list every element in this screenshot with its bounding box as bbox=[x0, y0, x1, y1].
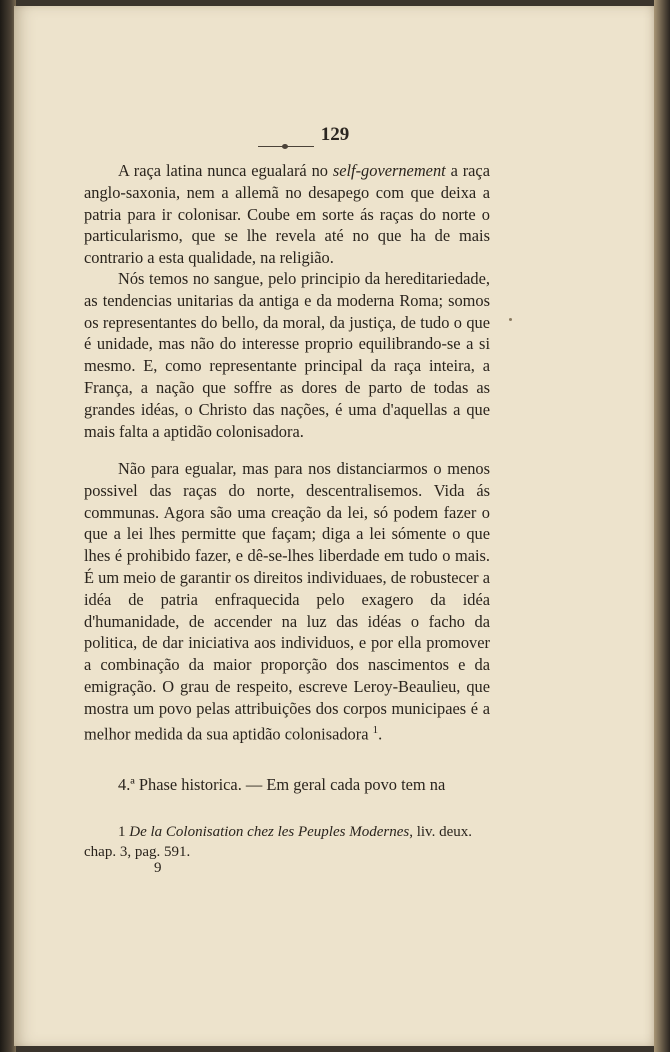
paragraph-1-text-b: a raça anglo-saxonia, nem a allemã no desapego com que deixa a patria para ir colonisar. Coube em sorte ás raças do norte o particularismo, que se lhe revela até no que ha de mais contrario a esta qualidade, na religião. bbox=[84, 161, 490, 268]
paragraph-4-text: 4.ª Phase historica. — Em geral cada povo tem na bbox=[118, 775, 446, 794]
paragraph-2 bbox=[84, 268, 490, 442]
paragraph-3-text: Não para egualar, mas para nos distanciarmos o menos possivel das raças do norte, descentralisemos. Vida ás communas. Agora são uma creação da lei, só podem fazer o que a lei lhes permitte que façam; diga a lei sómente o que lhes é prohibido fazer, e dê-se-lhes liberdade em tudo o mais. É um meio de garantir os direitos individuaes, de robustecer a idéa de patria enfraquecida pelo exagero da idéa d'humanidade, de accender na luz das idéas o facho da politica, de dar iniciativa aos individuos, e por ella promover a combinação da maior proporção dos nascimentos e da emigração. O grau de respeito, escreve Leroy-Beaulieu, que mostra um povo pelas attribuições dos corpos municipaes é a melhor medida da sua aptidão colonisadora bbox=[84, 459, 490, 744]
footnote-mark: 1 bbox=[118, 824, 126, 840]
paragraph-4 bbox=[84, 774, 490, 796]
paragraph-1-text-a: A raça latina nunca egualará no bbox=[118, 161, 333, 180]
paragraph-2-text: Nós temos no sangue, pelo principio da hereditariedade, as tendencias unitarias da antiga e da moderna Roma; somos os representantes do bello, da moral, da justiça, de tudo o que é unidade, mas não do interesse proprio equilibrando-se a si mesmo. E, como representante principal da raça inteira, a França, a nação que soffre as dores de parto de todas as grandes idéas, o Christo das nações, é uma d'aquellas a que mais falta a aptidão colonisadora. bbox=[84, 269, 490, 441]
footnote-reference[interactable]: 1 bbox=[372, 723, 379, 736]
footnote-title: De la Colonisation chez les Peuples Modernes bbox=[129, 824, 410, 840]
paragraph-3-end: . bbox=[378, 724, 383, 744]
header-rule bbox=[258, 146, 314, 147]
paragraph-1-italic: self-governement bbox=[332, 161, 446, 180]
page-number: 129 bbox=[320, 124, 350, 145]
paragraph-3 bbox=[84, 458, 490, 745]
footnote bbox=[84, 822, 494, 862]
printer-signature: 9 bbox=[154, 860, 162, 876]
footnote-citation: , liv. deux. chap. 3, pag. 591. bbox=[84, 824, 472, 860]
paragraph-1 bbox=[84, 160, 490, 269]
page-edge bbox=[654, 0, 670, 1052]
margin-speck bbox=[509, 318, 512, 321]
